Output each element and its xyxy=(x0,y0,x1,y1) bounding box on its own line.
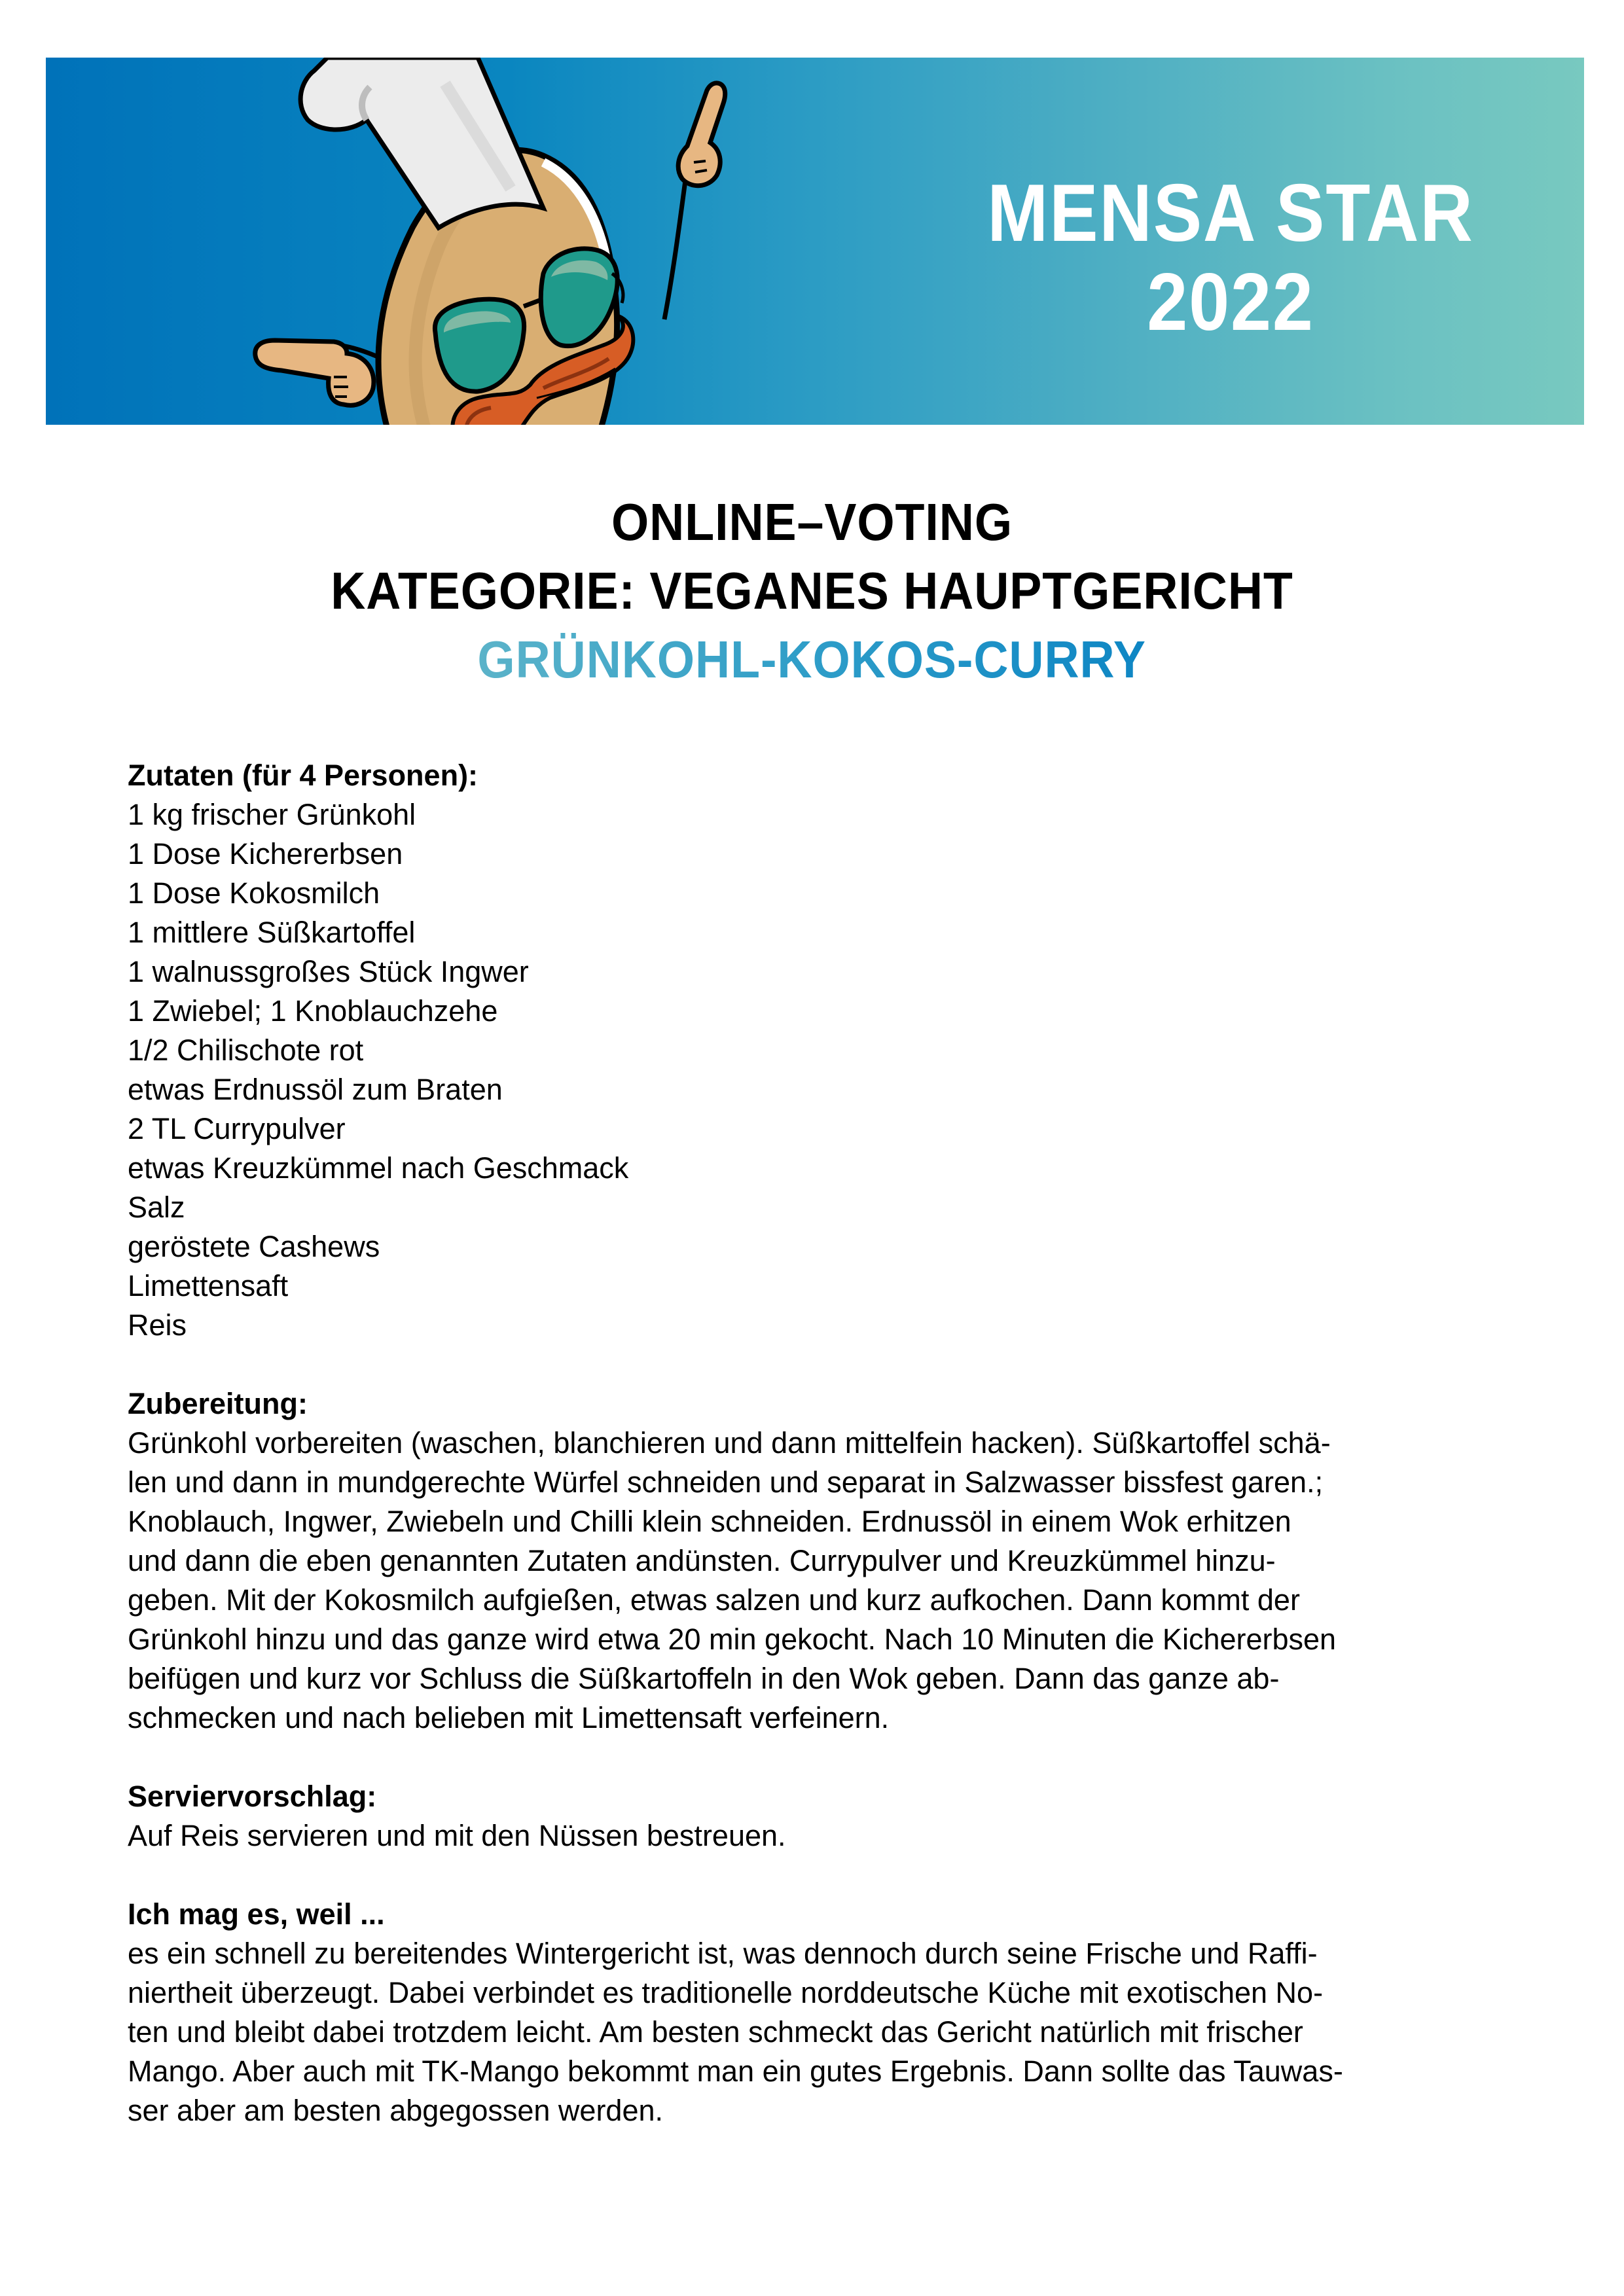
ingredient-item: 2 TL Currypulver xyxy=(128,1112,346,1145)
ingredient-item: 1 walnussgroßes Stück Ingwer xyxy=(128,955,529,988)
preparation-line: schmecken und nach belieben mit Limettensaft verfeinern. xyxy=(128,1701,890,1734)
ingredient-item: 1 kg frischer Grünkohl xyxy=(128,798,416,831)
reason-line: ten und bleibt dabei trotzdem leicht. Am besten schmeckt das Gericht natürlich mit frischer xyxy=(128,2015,1303,2049)
chef-potato-mascot-icon xyxy=(236,58,733,425)
serving-section xyxy=(128,1777,1515,1856)
recipe-content xyxy=(128,756,1515,2170)
preparation-line: beifügen und kurz vor Schluss die Süßkartoffeln in den Wok geben. Dann das ganze ab- xyxy=(128,1662,1280,1695)
ingredient-item: Reis xyxy=(128,1308,187,1342)
ingredient-item: 1 mittlere Süßkartoffel xyxy=(128,916,416,949)
preparation-title: Zubereitung: xyxy=(128,1387,308,1420)
ingredient-item: 1/2 Chilischote rot xyxy=(128,1033,364,1067)
preparation-text xyxy=(128,1424,1515,1738)
preparation-line: und dann die eben genannten Zutaten andünsten. Currypulver und Kreuzkümmel hinzu- xyxy=(128,1544,1276,1577)
preparation-line: len und dann in mundgerechte Würfel schneiden und separat in Salzwasser bissfest garen.; xyxy=(128,1465,1324,1499)
preparation-line: Knoblauch, Ingwer, Zwiebeln und Chilli klein schneiden. Erdnussöl in einem Wok erhitzen xyxy=(128,1505,1291,1538)
ingredient-item: Limettensaft xyxy=(128,1269,289,1302)
ingredient-item: etwas Erdnussöl zum Braten xyxy=(128,1073,503,1106)
ingredients-section xyxy=(128,756,1515,1345)
ingredient-item: geröstete Cashews xyxy=(128,1230,380,1263)
ingredient-item: 1 Zwiebel; 1 Knoblauchzehe xyxy=(128,994,498,1028)
preparation-section xyxy=(128,1384,1515,1738)
ingredient-item: 1 Dose Kichererbsen xyxy=(128,837,403,870)
ingredient-item: etwas Kreuzkümmel nach Geschmack xyxy=(128,1151,629,1185)
ingredient-item: Salz xyxy=(128,1191,185,1224)
banner-title-year: 2022 xyxy=(1147,257,1314,348)
preparation-line: Grünkohl hinzu und das ganze wird etwa 20 min gekocht. Nach 10 Minuten die Kichererbsen xyxy=(128,1623,1337,1656)
heading-online-voting: ONLINE–VOTING xyxy=(611,493,1013,551)
serving-text xyxy=(128,1816,1515,1856)
banner-title-line1: MENSA STAR xyxy=(987,168,1474,259)
page-heading xyxy=(0,488,1624,694)
reason-line: es ein schnell zu bereitendes Wintergericht ist, was dennoch durch seine Frische und Raffi- xyxy=(128,1937,1318,1970)
preparation-line: geben. Mit der Kokosmilch aufgießen, etwas salzen und kurz aufkochen. Dann kommt der xyxy=(128,1583,1300,1617)
preparation-line: Grünkohl vorbereiten (waschen, blanchieren und dann mittelfein hacken). Süßkartoffel schä- xyxy=(128,1426,1331,1460)
ingredient-list xyxy=(128,795,1515,1345)
header-banner xyxy=(46,58,1584,425)
serving-line: Auf Reis servieren und mit den Nüssen bestreuen. xyxy=(128,1819,786,1852)
reason-title: Ich mag es, weil ... xyxy=(128,1897,385,1931)
heading-category: KATEGORIE: VEGANES HAUPTGERICHT xyxy=(331,562,1293,620)
serving-title: Serviervorschlag: xyxy=(128,1780,377,1813)
reason-section xyxy=(128,1895,1515,2130)
reason-text xyxy=(128,1934,1515,2130)
ingredients-title: Zutaten (für 4 Personen): xyxy=(128,759,478,792)
dish-name: GRÜNKOHL-KOKOS-CURRY xyxy=(478,625,1146,694)
reason-line: ser aber am besten abgegossen werden. xyxy=(128,2094,664,2127)
reason-line: Mango. Aber auch mit TK-Mango bekommt man ein gutes Ergebnis. Dann sollte das Tauwas- xyxy=(128,2054,1343,2088)
ingredient-item: 1 Dose Kokosmilch xyxy=(128,876,380,910)
banner-title xyxy=(907,169,1555,347)
reason-line: niertheit überzeugt. Dabei verbindet es traditionelle norddeutsche Küche mit exotischen No- xyxy=(128,1976,1324,2009)
